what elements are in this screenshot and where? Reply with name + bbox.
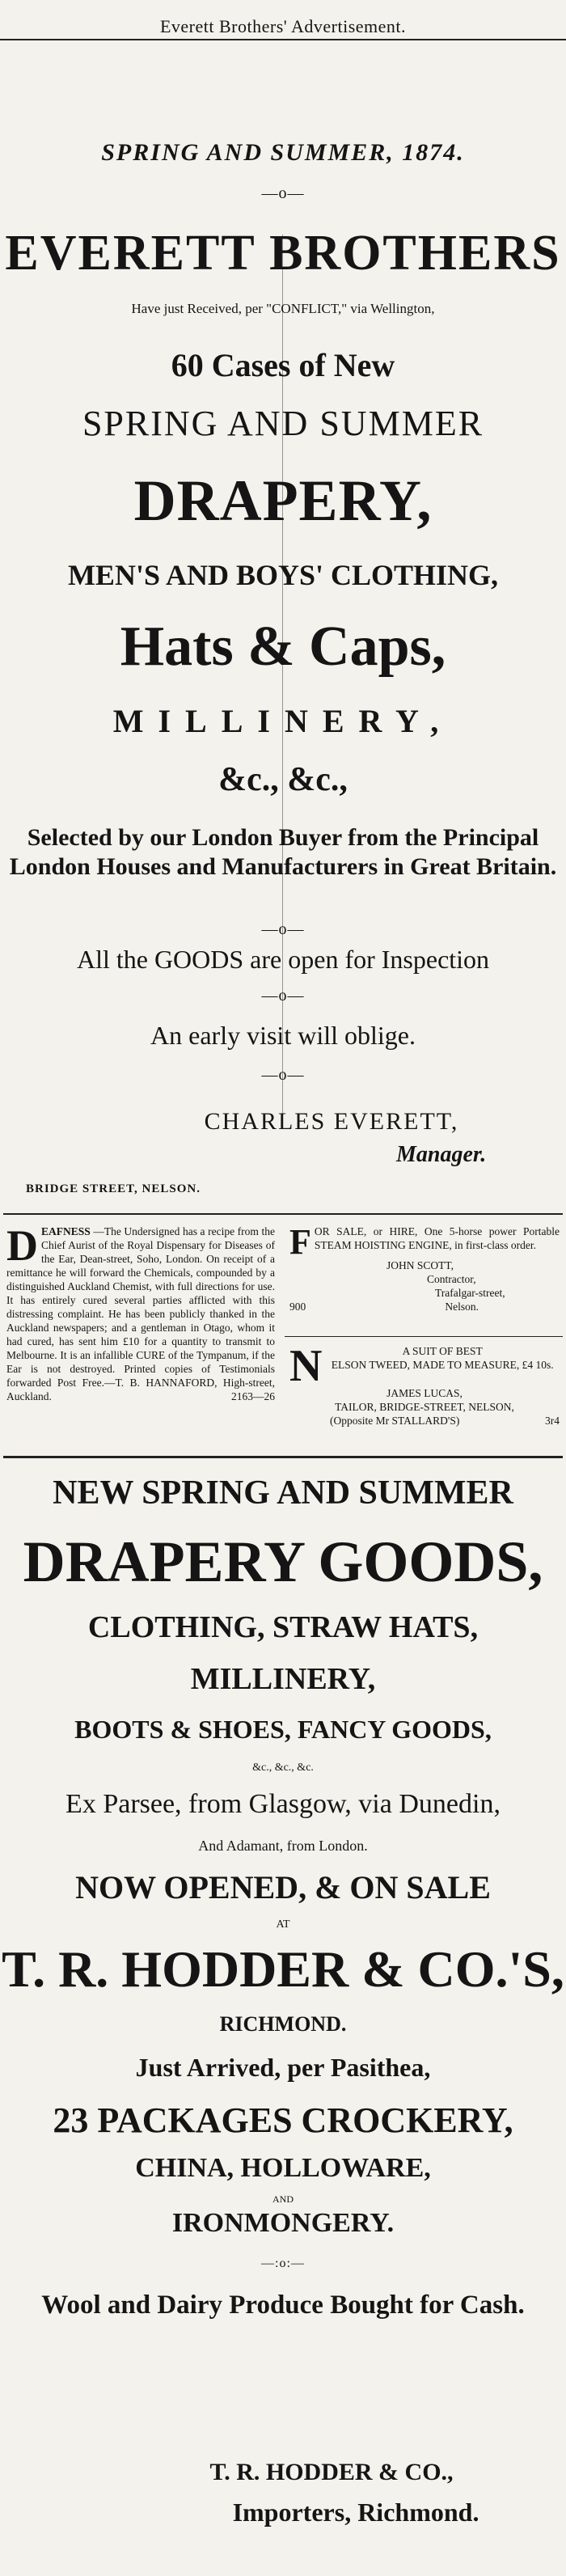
for-sale-text: OR SALE, or HIRE, One 5-horse power Portable STEAM HOISTING ENGINE, in first-class order. bbox=[314, 1225, 560, 1251]
tweed-ad bbox=[289, 1341, 560, 1428]
hodder-china: CHINA, HOLLOWARE, bbox=[135, 2153, 431, 2183]
ornament-3: —o— bbox=[261, 987, 305, 1005]
small-ad-rule bbox=[285, 1336, 563, 1337]
tweed-ref: 3r4 bbox=[545, 1415, 560, 1427]
hodder-millinery: MILLINERY, bbox=[190, 1662, 376, 1696]
spring-summer-line: SPRING AND SUMMER bbox=[82, 404, 484, 443]
hodder-drapery-goods: DRAPERY GOODS, bbox=[23, 1529, 543, 1594]
hodder-sig-role: Importers, Richmond. bbox=[232, 2498, 479, 2527]
for-sale-ad bbox=[289, 1222, 560, 1313]
drapery-line: DRAPERY, bbox=[133, 468, 433, 533]
manager-name: CHARLES EVERETT, bbox=[204, 1108, 459, 1135]
received-line: Have just Received, per "CONFLICT," via Wellington, bbox=[131, 301, 435, 316]
ornament-2: —o— bbox=[261, 920, 305, 938]
deafness-dropcap: D bbox=[6, 1221, 38, 1270]
section-rule-2 bbox=[3, 1456, 563, 1458]
hodder-richmond: RICHMOND. bbox=[219, 2012, 347, 2036]
page-header bbox=[0, 0, 566, 40]
for-sale-name: JOHN SCOTT, bbox=[386, 1259, 454, 1271]
hodder-packages: 23 PACKAGES CROCKERY, bbox=[53, 2100, 513, 2140]
hodder-wool: Wool and Dairy Produce Bought for Cash. bbox=[41, 2290, 525, 2320]
selected-text: Selected by our London Buyer from the Principal London Houses and Manufacturers in Great Britain. bbox=[9, 824, 557, 880]
hats-line: Hats & Caps, bbox=[120, 615, 446, 678]
for-sale-dropcap: F bbox=[289, 1222, 311, 1262]
section-rule-1 bbox=[3, 1213, 563, 1215]
deafness-ad bbox=[6, 1221, 275, 1403]
firm-name: EVERETT BROTHERS bbox=[5, 226, 561, 281]
season-heading: SPRING AND SUMMER, 1874. bbox=[101, 139, 465, 166]
for-sale-town: Nelson. bbox=[445, 1301, 479, 1313]
tweed-dropcap: N bbox=[289, 1341, 323, 1391]
ornament-1: —o— bbox=[261, 184, 305, 202]
hodder-at: AT bbox=[276, 1918, 290, 1931]
manager-title: Manager. bbox=[396, 1142, 487, 1167]
etc-line: &c., &c., bbox=[218, 761, 348, 798]
tweed-line-2: ELSON TWEED, MADE TO MEASURE, £4 10s. bbox=[331, 1359, 554, 1371]
millinery-line: MILLINERY, bbox=[112, 703, 454, 739]
everett-address: BRIDGE STREET, NELSON. bbox=[26, 1182, 201, 1195]
hodder-now-opened: NOW OPENED, & ON SALE bbox=[75, 1869, 491, 1906]
hodder-firm: T. R. HODDER & CO.'S, bbox=[2, 1940, 564, 1998]
early-visit-line: An early visit will oblige. bbox=[150, 1021, 416, 1050]
deafness-lead: EAFNESS bbox=[41, 1225, 91, 1237]
for-sale-ref: 900 bbox=[289, 1301, 306, 1313]
tweed-name: JAMES LUCAS, bbox=[386, 1387, 463, 1399]
hodder-ex-parsee: Ex Parsee, from Glasgow, via Dunedin, bbox=[65, 1789, 501, 1819]
hodder-and: AND bbox=[272, 2193, 294, 2205]
for-sale-street: Trafalgar-street, bbox=[435, 1287, 505, 1299]
header-title: Everett Brothers' Advertisement. bbox=[159, 16, 407, 36]
deafness-text: —The Undersigned has a recipe from the Chief Aurist of the Royal Dispensary for Diseases of the Ear, Dean-street, Soho, London. On receipt of a remittance he will forward the Chemicals, compounded by a distinguished Auckland Chemist, with full directions for use. It has entirely cured several parties afflicted with this distressing complaint. He has been publicly thanked in the Auckland newspapers; and a gentleman in Otago, whom it had cured, has sent him £10 for a quantity to transmit to Melbourne. It is an infallible CURE of the Tympanum, if the Ear is not destroyed. Printed copies of Testimonials forwarded Post Free.—T. B. HANNAFORD, High-street, Auckland. bbox=[6, 1225, 275, 1402]
tweed-line-1: A SUIT OF BEST bbox=[402, 1345, 483, 1357]
hodder-arrived: Just Arrived, per Pasithea, bbox=[135, 2053, 431, 2082]
inspection-line: All the GOODS are open for Inspection bbox=[76, 945, 490, 974]
for-sale-role: Contractor, bbox=[427, 1273, 476, 1285]
hodder-adamant: And Adamant, from London. bbox=[198, 1838, 368, 1854]
ornament-4: —o— bbox=[261, 1066, 305, 1084]
hodder-sig-firm: T. R. HODDER & CO., bbox=[209, 2459, 454, 2485]
hodder-iron: IRONMONGERY. bbox=[171, 2208, 395, 2238]
cases-line: 60 Cases of New bbox=[171, 347, 395, 383]
clothing-line: MEN'S AND BOYS' CLOTHING, bbox=[67, 559, 499, 591]
hodder-clothing: CLOTHING, STRAW HATS, bbox=[87, 1610, 479, 1644]
hodder-etc: &c., &c., &c. bbox=[252, 1762, 314, 1774]
tweed-opposite: (Opposite Mr STALLARD'S) bbox=[330, 1415, 460, 1427]
tweed-trade: TAILOR, BRIDGE-STREET, NELSON, bbox=[335, 1401, 514, 1413]
deafness-ref: 2163—26 bbox=[231, 1390, 275, 1402]
hodder-ornament: —:o:— bbox=[261, 2257, 305, 2270]
hodder-boots: BOOTS & SHOES, FANCY GOODS, bbox=[74, 1715, 492, 1744]
hodder-new-spring: NEW SPRING AND SUMMER bbox=[53, 1474, 513, 1512]
